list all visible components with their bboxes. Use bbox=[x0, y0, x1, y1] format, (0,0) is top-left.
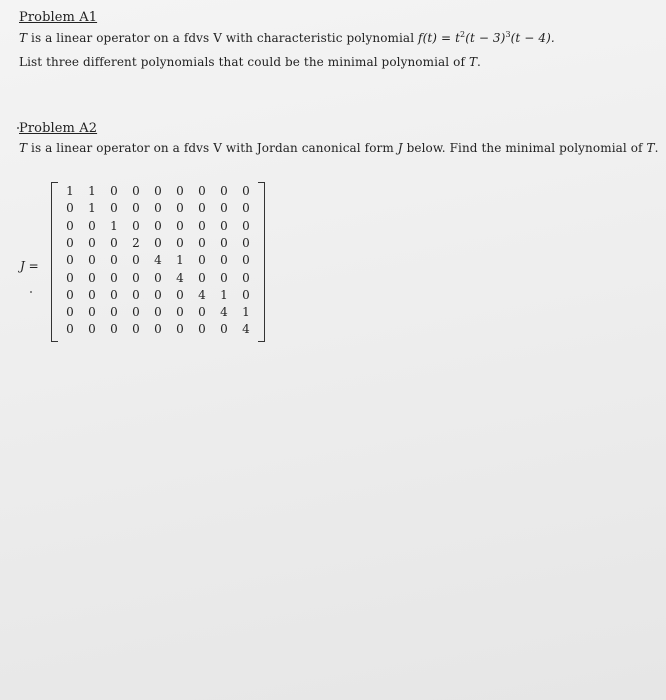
matrix-cell: 0 bbox=[110, 270, 118, 285]
matrix-cell: 0 bbox=[110, 184, 118, 198]
matrix-cell: 0 bbox=[110, 201, 118, 216]
poly-exponent-3: 3 bbox=[505, 30, 511, 39]
problem-a1-line-2 bbox=[19, 55, 481, 69]
matrix-cell: 0 bbox=[132, 270, 140, 285]
matrix-cell: 0 bbox=[66, 322, 74, 337]
matrix-cell: 0 bbox=[154, 184, 162, 198]
matrix-cell: 0 bbox=[220, 201, 228, 216]
poly-factor-t-3: (t − 3) bbox=[465, 31, 506, 45]
problem-a2-line-1 bbox=[19, 141, 659, 155]
problem-a2-question: below. Find the minimal polynomial of bbox=[402, 141, 647, 155]
matrix-cell: 0 bbox=[88, 287, 96, 302]
matrix-cell: 0 bbox=[132, 287, 140, 302]
matrix-cell: 0 bbox=[154, 287, 162, 302]
matrix-row bbox=[59, 305, 257, 322]
matrix-cell: 0 bbox=[176, 322, 184, 337]
margin-dot bbox=[17, 127, 19, 129]
matrix-cell: 0 bbox=[66, 287, 74, 302]
problem-a1-question: List three different polynomials that could be the minimal polynomial of bbox=[19, 55, 469, 69]
matrix-cell: 1 bbox=[110, 218, 118, 233]
matrix-row bbox=[59, 201, 257, 218]
matrix-left-bracket bbox=[51, 182, 58, 342]
matrix-cell: 0 bbox=[88, 305, 96, 320]
matrix-cell: 1 bbox=[88, 184, 96, 198]
matrix-cell: 0 bbox=[176, 287, 184, 302]
matrix-cell: 4 bbox=[242, 322, 250, 337]
matrix-cell: 0 bbox=[198, 201, 206, 216]
operator-symbol: T bbox=[19, 141, 28, 155]
matrix-cell: 0 bbox=[176, 201, 184, 216]
matrix-cell: 0 bbox=[110, 287, 118, 302]
matrix-cell: 0 bbox=[110, 305, 118, 320]
matrix-label-equals: = bbox=[24, 259, 39, 273]
matrix-cell: 4 bbox=[198, 287, 206, 302]
problem-a1-line-1 bbox=[19, 31, 555, 45]
matrix-cell: 0 bbox=[132, 322, 140, 337]
matrix-cell: 0 bbox=[88, 270, 96, 285]
matrix-right-bracket bbox=[258, 182, 265, 342]
matrix-cell: 4 bbox=[220, 305, 228, 320]
matrix-cell: 0 bbox=[154, 322, 162, 337]
matrix-cell: 0 bbox=[88, 235, 96, 250]
matrix-cell: 0 bbox=[154, 201, 162, 216]
matrix-cell: 0 bbox=[110, 253, 118, 268]
problem-a2-statement: is a linear operator on a fdvs V with Jordan canonical form bbox=[27, 141, 398, 155]
problem-a1-statement: is a linear operator on a fdvs V with characteristic polynomial bbox=[27, 31, 419, 45]
matrix-cell: 0 bbox=[198, 253, 206, 268]
poly-t: t bbox=[455, 31, 461, 45]
matrix-cell: 1 bbox=[176, 253, 184, 268]
matrix-cell: 1 bbox=[220, 287, 228, 302]
matrix-row bbox=[59, 184, 257, 201]
period: . bbox=[654, 141, 659, 155]
matrix-cell: 0 bbox=[66, 270, 74, 285]
matrix-cell: 0 bbox=[220, 184, 228, 198]
poly-equals: = bbox=[437, 31, 456, 45]
matrix-cell: 0 bbox=[220, 253, 228, 268]
matrix-row bbox=[59, 271, 257, 288]
poly-exponent-2: 2 bbox=[460, 30, 466, 39]
matrix-cell: 0 bbox=[66, 253, 74, 268]
matrix-cell: 0 bbox=[198, 184, 206, 198]
matrix-row bbox=[59, 288, 257, 305]
matrix-cell: 0 bbox=[88, 322, 96, 337]
matrix-cell: 0 bbox=[154, 305, 162, 320]
operator-symbol: T bbox=[19, 31, 28, 45]
matrix-cell: 0 bbox=[88, 253, 96, 268]
matrix-cell: 0 bbox=[198, 235, 206, 250]
matrix-cell: 1 bbox=[242, 305, 250, 320]
matrix-cell: 0 bbox=[198, 270, 206, 285]
matrix-cell: 0 bbox=[66, 201, 74, 216]
matrix-cell: 0 bbox=[220, 235, 228, 250]
matrix-cell: 0 bbox=[198, 322, 206, 337]
operator-symbol: T bbox=[646, 141, 655, 155]
matrix-row bbox=[59, 253, 257, 270]
matrix-cell: 0 bbox=[220, 322, 228, 337]
matrix-row bbox=[59, 236, 257, 253]
matrix-cell: 0 bbox=[242, 253, 250, 268]
matrix-cell: 0 bbox=[242, 201, 250, 216]
matrix-row bbox=[59, 219, 257, 236]
matrix-cell: 1 bbox=[88, 201, 96, 216]
matrix-cell: 0 bbox=[176, 305, 184, 320]
operator-symbol: T bbox=[468, 55, 478, 69]
matrix-cell: 0 bbox=[176, 184, 184, 198]
jordan-matrix bbox=[51, 182, 265, 342]
matrix-cell: 0 bbox=[176, 218, 184, 233]
matrix-cell: 0 bbox=[220, 218, 228, 233]
poly-factor-t-4: (t − 4). bbox=[510, 31, 555, 45]
problem-a2-heading: Problem A2 bbox=[19, 121, 98, 136]
matrix-label bbox=[20, 259, 39, 273]
matrix-cell: 0 bbox=[242, 235, 250, 250]
matrix-cell: 0 bbox=[110, 235, 118, 250]
matrix-cell: 0 bbox=[132, 218, 140, 233]
matrix-cell: 0 bbox=[88, 218, 96, 233]
matrix-label-j: J bbox=[20, 259, 25, 273]
matrix-cell: 4 bbox=[176, 270, 184, 285]
matrix-cell: 2 bbox=[132, 235, 140, 250]
matrix-cell: 0 bbox=[242, 287, 250, 302]
matrix-cell: 0 bbox=[242, 270, 250, 285]
matrix-cell: 0 bbox=[154, 270, 162, 285]
matrix-cell: 0 bbox=[66, 305, 74, 320]
matrix-cell: 1 bbox=[66, 184, 74, 198]
matrix-cell: 0 bbox=[66, 218, 74, 233]
margin-dot bbox=[30, 291, 32, 293]
problem-a1-heading: Problem A1 bbox=[19, 10, 98, 25]
matrix-cell: 0 bbox=[132, 305, 140, 320]
matrix-cell: 0 bbox=[242, 218, 250, 233]
matrix-cell: 0 bbox=[110, 322, 118, 337]
matrix-cell: 0 bbox=[132, 184, 140, 198]
matrix-cell: 0 bbox=[154, 218, 162, 233]
matrix-cell: 0 bbox=[176, 235, 184, 250]
period: . bbox=[477, 55, 481, 69]
matrix-cell: 0 bbox=[66, 235, 74, 250]
matrix-cell: 0 bbox=[154, 235, 162, 250]
matrix-cell: 0 bbox=[132, 201, 140, 216]
matrix-cell: 0 bbox=[198, 305, 206, 320]
matrix-row bbox=[59, 322, 257, 339]
matrix-cell: 4 bbox=[154, 253, 162, 268]
jordan-symbol: J bbox=[397, 141, 403, 155]
matrix-cell: 0 bbox=[220, 270, 228, 285]
poly-arg: (t) bbox=[422, 31, 438, 45]
matrix-cell: 0 bbox=[132, 253, 140, 268]
matrix-cell: 0 bbox=[242, 184, 250, 198]
matrix-cell: 0 bbox=[198, 218, 206, 233]
poly-f: f bbox=[418, 31, 423, 45]
